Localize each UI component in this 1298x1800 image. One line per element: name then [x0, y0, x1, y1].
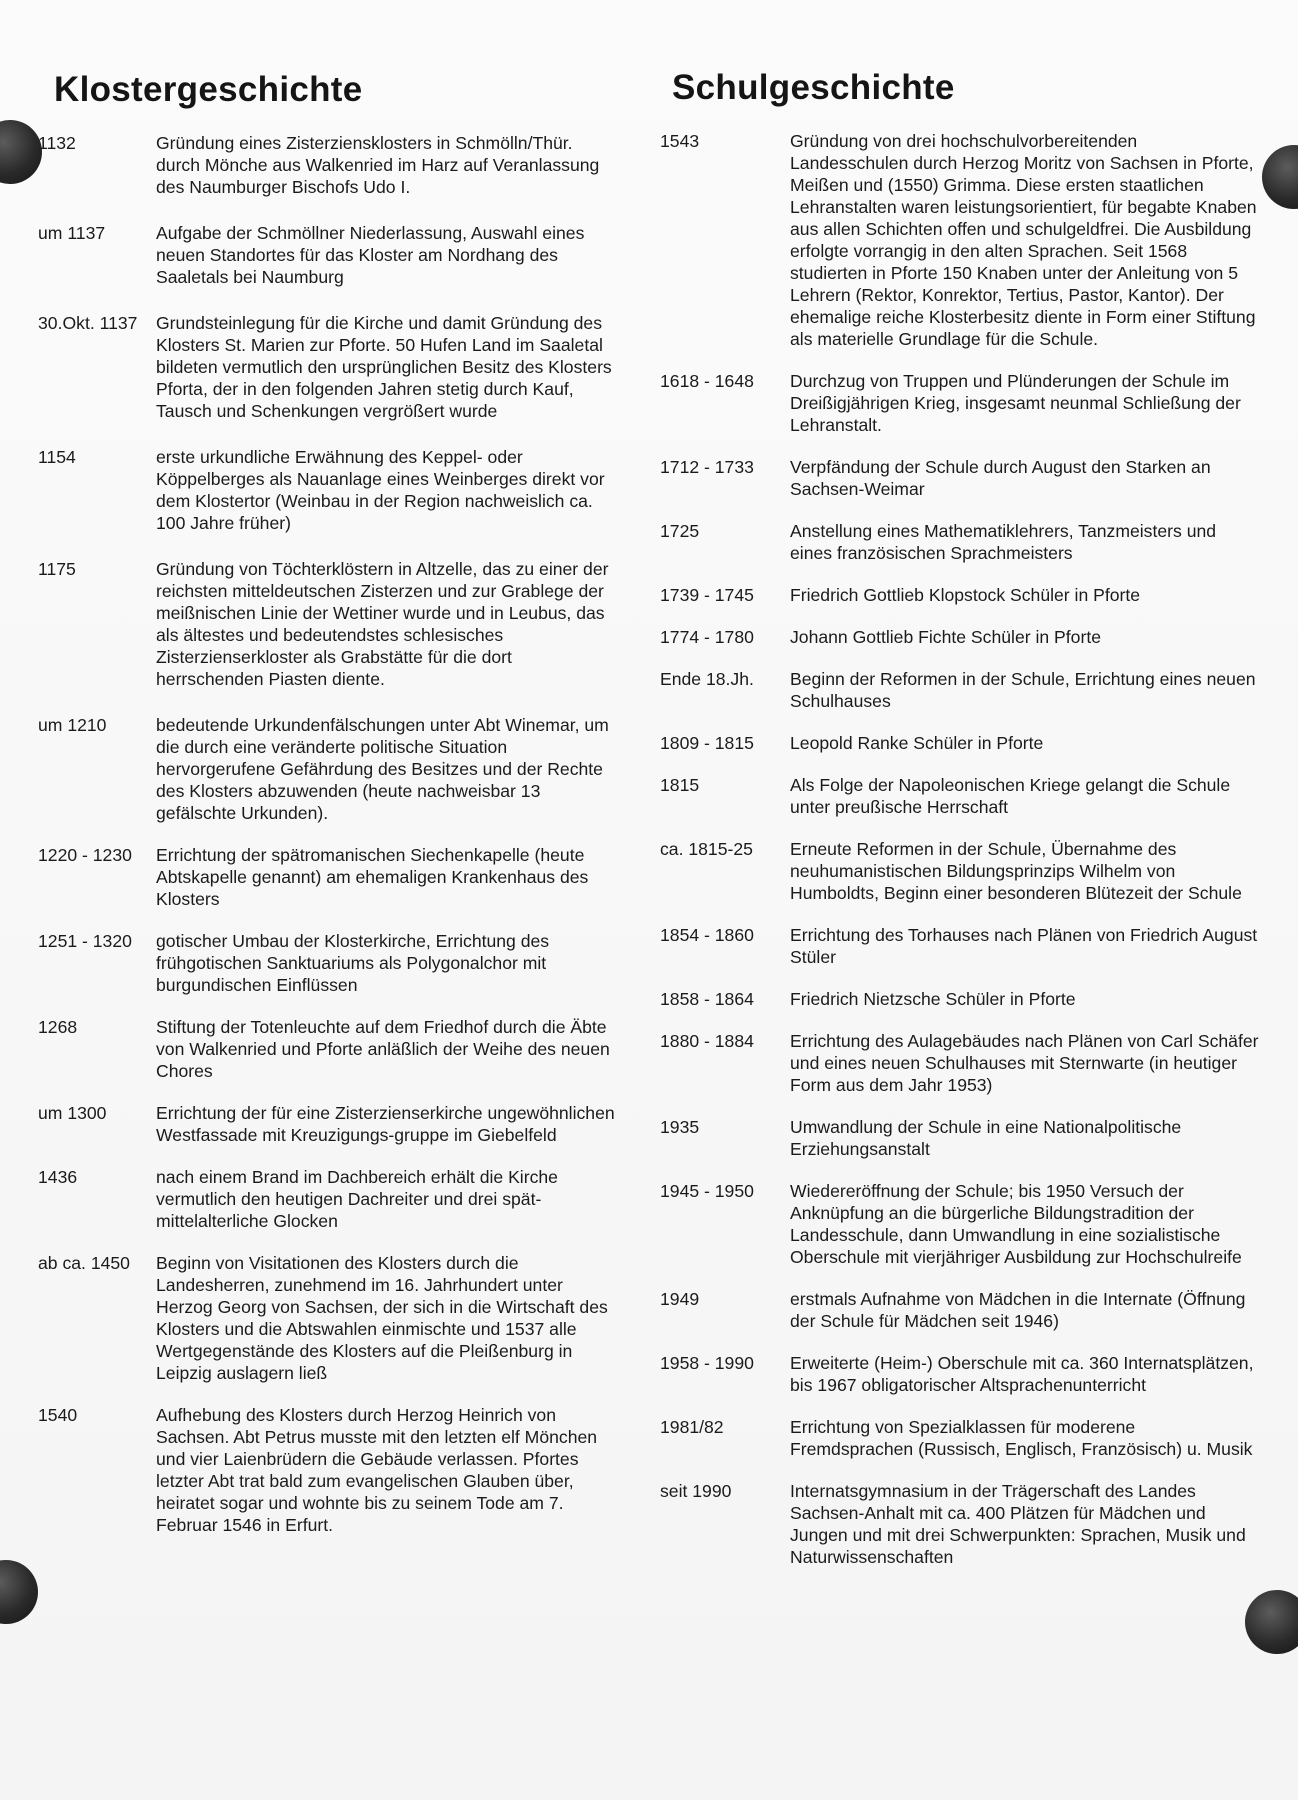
timeline-entry	[660, 626, 1260, 648]
entry-date: ca. 1815-25	[660, 839, 753, 859]
timeline-entry	[660, 1116, 1260, 1160]
entry-date: 1880 - 1884	[660, 1031, 754, 1051]
timeline-entry	[660, 584, 1260, 606]
kloster-column	[38, 70, 618, 1536]
timeline-entry	[660, 456, 1260, 500]
timeline-entry	[660, 1352, 1260, 1396]
entry-date: ab ca. 1450	[38, 1253, 130, 1273]
entry-text: Gründung eines Zisterziensklosters in Schmölln/Thür. durch Mönche aus Walkenried im Harz auf Veranlassung des Naumburger Bischofs Udo I.	[156, 133, 600, 197]
entry-date: 1712 - 1733	[660, 457, 754, 477]
schule-heading: Schulgeschichte	[672, 68, 955, 107]
entry-date: 1774 - 1780	[660, 627, 754, 647]
timeline-entry	[38, 222, 618, 288]
kloster-timeline	[38, 132, 618, 1536]
entry-date: 1725	[660, 521, 700, 541]
entry-date: Ende 18.Jh.	[660, 669, 754, 689]
entry-date: seit 1990	[660, 1481, 732, 1501]
entry-text: Leopold Ranke Schüler in Pforte	[790, 733, 1044, 753]
entry-date: 1935	[660, 1117, 700, 1137]
entry-text: Friedrich Nietzsche Schüler in Pforte	[790, 989, 1076, 1009]
entry-text: Anstellung eines Mathematiklehrers, Tanzmeisters und eines französischen Sprachmeisters	[790, 521, 1217, 563]
entry-date: 1739 - 1745	[660, 585, 754, 605]
entry-text: Johann Gottlieb Fichte Schüler in Pforte	[790, 627, 1101, 647]
entry-date: 1436	[38, 1167, 78, 1187]
entry-text: Errichtung der spätromanischen Siechenkapelle (heute Abtskapelle genannt) am ehemaligen Krankenhaus des Klosters	[156, 845, 589, 909]
entry-date: um 1300	[38, 1103, 107, 1123]
timeline-entry	[660, 1030, 1260, 1096]
kloster-heading: Klostergeschichte	[54, 70, 363, 109]
entry-date: 1251 - 1320	[38, 931, 132, 951]
entry-text: Stiftung der Totenleuchte auf dem Friedhof durch die Äbte von Walkenried und Pforte anläßlich der Weihe des neuen Chores	[156, 1017, 610, 1081]
timeline-entry	[660, 370, 1260, 436]
timeline-entry	[660, 1416, 1260, 1460]
entry-text: bedeutende Urkundenfälschungen unter Abt Winemar, um die durch eine veränderte politische Situation hervorgerufene Gefährdung des Besitzes und der Rechte des Klosters abzuwenden (heute nachweisbar 13 gefälschte Urkunden).	[156, 715, 609, 823]
entry-date: 1981/82	[660, 1417, 724, 1437]
entry-date: um 1137	[38, 223, 106, 243]
entry-date: 1949	[660, 1289, 700, 1309]
entry-date: um 1210	[38, 715, 107, 735]
entry-date: 1132	[38, 133, 76, 153]
magnet-pin-icon	[0, 120, 42, 184]
entry-text: Durchzug von Truppen und Plünderungen der Schule im Dreißigjährigen Krieg, insgesamt neunmal Schließung der Lehranstalt.	[790, 371, 1241, 435]
timeline-entry	[660, 924, 1260, 968]
timeline-entry	[660, 520, 1260, 564]
entry-text: Wiedereröffnung der Schule; bis 1950 Versuch der Anknüpfung an die bürgerliche Bildungstradition der Landesschule, dann Umwandlung in eine sozialistische Oberschule mit vierjähriger Ausbildung zur Hochschulreife	[790, 1181, 1242, 1267]
magnet-pin-icon	[1262, 145, 1298, 209]
timeline-entry	[38, 1404, 618, 1536]
timeline-entry	[660, 838, 1260, 904]
entry-text: Verpfändung der Schule durch August den Starken an Sachsen-Weimar	[790, 457, 1211, 499]
magnet-pin-icon	[0, 1560, 38, 1624]
timeline-entry	[38, 1166, 618, 1232]
entry-date: 1809 - 1815	[660, 733, 754, 753]
entry-text: erste urkundliche Erwähnung des Keppel- oder Köppelberges als Nauanlage eines Weinberges direkt vor dem Klostertor (Weinbau in der Region nachweislich ca. 100 Jahre früher)	[156, 447, 605, 533]
timeline-entry	[38, 714, 618, 824]
timeline-entry	[38, 132, 618, 198]
entry-date: 1175	[38, 559, 76, 579]
timeline-entry	[38, 1102, 618, 1146]
timeline-entry	[38, 446, 618, 534]
entry-date: 1945 - 1950	[660, 1181, 754, 1201]
entry-text: Umwandlung der Schule in eine Nationalpolitische Erziehungsanstalt	[790, 1117, 1182, 1159]
timeline-entry	[38, 558, 618, 690]
entry-text: Aufgabe der Schmöllner Niederlassung, Auswahl eines neuen Standortes für das Kloster am Nordhang des Saaletals bei Naumburg	[156, 223, 585, 287]
timeline-entry	[660, 130, 1260, 350]
schule-timeline	[660, 130, 1260, 1568]
timeline-entry	[38, 1252, 618, 1384]
entry-text: nach einem Brand im Dachbereich erhält die Kirche vermutlich den heutigen Dachreiter und drei spät-mittelalterliche Glocken	[156, 1167, 558, 1231]
entry-date: 1543	[660, 131, 700, 151]
entry-date: 1220 - 1230	[38, 845, 132, 865]
entry-text: Errichtung des Torhauses nach Plänen von Friedrich August Stüler	[790, 925, 1258, 967]
timeline-entry	[660, 1480, 1260, 1568]
timeline-entry	[38, 1016, 618, 1082]
entry-text: Errichtung von Spezialklassen für moderene Fremdsprachen (Russisch, Englisch, Französisch) u. Musik	[790, 1417, 1253, 1459]
timeline-entry	[660, 1288, 1260, 1332]
entry-text: Gründung von drei hochschulvorbereitenden Landesschulen durch Herzog Moritz von Sachsen in Pforte, Meißen und (1550) Grimma. Diese ersten staatlichen Lehranstalten waren leistungsorientiert, für begabte Knaben aus allen Schichten offen und schulgeldfrei. Die Ausbildung erfolgte vorrangig in den alten Sprachen. Seit 1568 studierten in Pforte 150 Knaben unter der Anleitung von 5 Lehrern (Rektor, Konrektor, Tertius, Pastor, Kantor). Der ehemalige reiche Klosterbesitz diente in Form einer Stiftung als materielle Grundlage für die Schule.	[790, 131, 1257, 349]
entry-text: Gründung von Töchterklöstern in Altzelle, das zu einer der reichsten mitteldeutschen Zisterzen und zur Grablege der meißnischen Linie der Wettiner wurde und in Leubus, das als ältestes und bedeutendstes schlesisches Zisterzienserkloster als Grabstätte für die dort herrschenden Piasten diente.	[156, 559, 609, 689]
entry-date: 1815	[660, 775, 700, 795]
entry-text: gotischer Umbau der Klosterkirche, Errichtung des frühgotischen Sanktuariums als Polygonalchor mit burgundischen Einflüssen	[156, 931, 550, 995]
entry-text: Beginn von Visitationen des Klosters durch die Landesherren, zunehmend im 16. Jahrhundert unter Herzog Georg von Sachsen, der sich in die Wirtschaft des Klosters und die Abtswahlen einmischte und 1537 alle Wertgegenstände des Klosters auf die Pleißenburg in Leipzig auslagern ließ	[156, 1253, 608, 1383]
entry-date: 1958 - 1990	[660, 1353, 754, 1373]
timeline-entry	[38, 844, 618, 910]
timeline-entry	[38, 312, 618, 422]
entry-text: Beginn der Reformen in der Schule, Errichtung eines neuen Schulhauses	[790, 669, 1256, 711]
timeline-entry	[660, 774, 1260, 818]
entry-date: 1858 - 1864	[660, 989, 754, 1009]
entry-date: 1268	[38, 1017, 78, 1037]
entry-text: Errichtung der für eine Zisterzienserkirche ungewöhnlichen Westfassade mit Kreuzigungs-gruppe im Giebelfeld	[156, 1103, 615, 1145]
entry-text: Erneute Reformen in der Schule, Übernahme des neuhumanistischen Bildungsprinzips Wilhelm von Humboldts, Beginn einer besonderen Blütezeit der Schule	[790, 839, 1242, 903]
entry-text: Aufhebung des Klosters durch Herzog Heinrich von Sachsen. Abt Petrus musste mit den letzten elf Mönchen und vier Laienbrüdern die Gebäude verlassen. Pfortes letzter Abt trat bald zum evangelischen Glauben über, heiratet sogar und wohnte bis zu seinem Tode am 7. Februar 1546 in Erfurt.	[156, 1405, 598, 1535]
timeline-entry	[660, 988, 1260, 1010]
entry-text: Grundsteinlegung für die Kirche und damit Gründung des Klosters St. Marien zur Pforte. 50 Hufen Land im Saaletal bildeten vermutlich den ursprünglichen Besitz des Klosters Pforta, der in den folgenden Jahren stetig durch Kauf, Tausch und Schenkungen vergrößert wurde	[156, 313, 612, 421]
entry-text: erstmals Aufnahme von Mädchen in die Internate (Öffnung der Schule für Mädchen seit 1946)	[790, 1289, 1246, 1331]
entry-date: 1854 - 1860	[660, 925, 754, 945]
entry-text: Errichtung des Aulagebäudes nach Plänen von Carl Schäfer und eines neuen Schulhauses mit Sternwarte (in heutiger Form aus dem Jahr 1953)	[790, 1031, 1259, 1095]
entry-text: Erweiterte (Heim-) Oberschule mit ca. 360 Internatsplätzen, bis 1967 obligatorischer Altsprachenunterricht	[790, 1353, 1254, 1395]
timeline-entry	[38, 930, 618, 996]
entry-date: 1540	[38, 1405, 78, 1425]
timeline-entry	[660, 1180, 1260, 1268]
timeline-entry	[660, 668, 1260, 712]
entry-date: 1618 - 1648	[660, 371, 754, 391]
timeline-entry	[660, 732, 1260, 754]
schule-column	[660, 68, 1260, 1568]
entry-date: 1154	[38, 447, 76, 467]
entry-text: Als Folge der Napoleonischen Kriege gelangt die Schule unter preußische Herrschaft	[790, 775, 1231, 817]
entry-date: 30.Okt. 1137	[38, 313, 138, 333]
magnet-pin-icon	[1245, 1590, 1298, 1654]
entry-text: Friedrich Gottlieb Klopstock Schüler in Pforte	[790, 585, 1141, 605]
entry-text: Internatsgymnasium in der Trägerschaft des Landes Sachsen-Anhalt mit ca. 400 Plätzen für Mädchen und Jungen und mit drei Schwerpunkten: Sprachen, Musik und Naturwissenschaften	[790, 1481, 1246, 1567]
